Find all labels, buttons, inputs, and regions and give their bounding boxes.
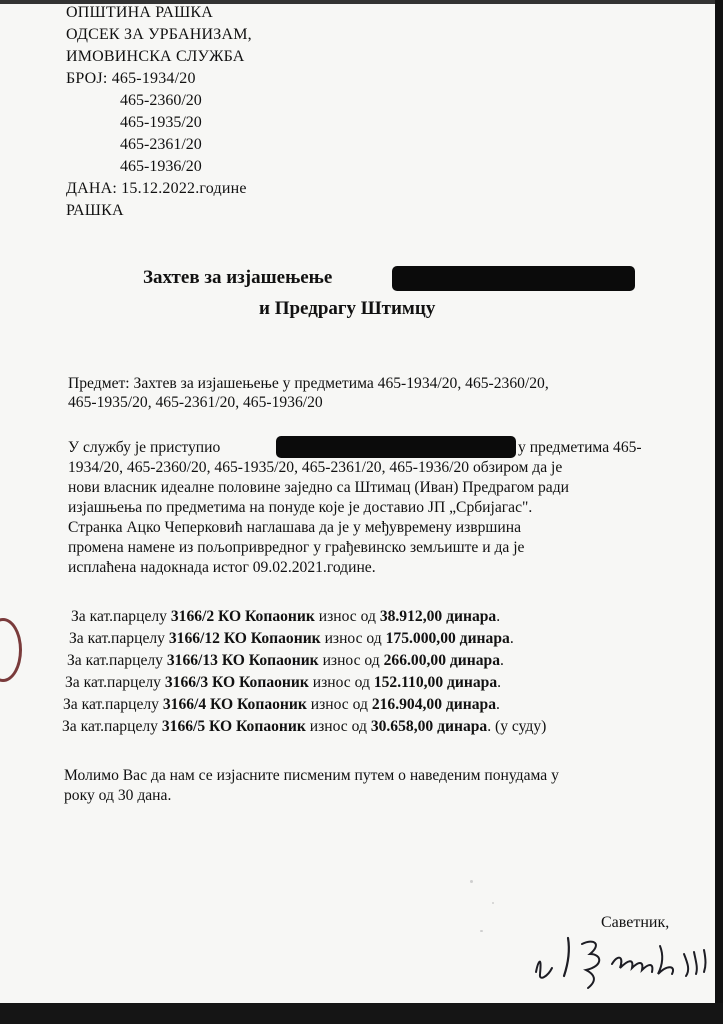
parcel-number: 3166/2 КО Копаоник xyxy=(170,608,315,625)
image-top-border xyxy=(0,0,723,4)
header-case-number-5: 465-1936/20 xyxy=(120,158,202,175)
header-case-number-3: 465-1935/20 xyxy=(120,114,202,131)
parcel-amount: 30.658,00 динара xyxy=(370,718,488,735)
signature-title: Саветник, xyxy=(601,914,670,931)
parcel-line: За кат.парцелу 3166/5 КО Копаоник износ од 30.658,00 динара. (у суду) xyxy=(62,718,547,735)
body-line6: промена намене из пољопривредног у грађевинско земљиште и да је xyxy=(68,539,525,556)
body-line4: изјашњења по предметима на понуде које је доставио ЈП „Србијагас". xyxy=(68,499,533,516)
body-line1-start: У службу је приступио xyxy=(68,439,221,456)
header-case-number-4: 465-2361/20 xyxy=(120,136,202,153)
header-place: РАШКА xyxy=(66,202,124,219)
subject-line1: Предмет: Захтев за изјашењење у предметима 465-1934/20, 465-2360/20, xyxy=(68,375,549,392)
closing-line2: року од 30 дана. xyxy=(64,787,172,804)
header-case-number-2: 465-2360/20 xyxy=(120,92,202,109)
header-municipality: ОПШТИНА РАШКА xyxy=(66,4,214,21)
parcel-number: 3166/5 КО Копаоник xyxy=(161,718,306,735)
parcel-amount: 216.904,00 динара xyxy=(371,696,497,713)
header-service: ИМОВИНСКА СЛУЖБА xyxy=(66,48,245,65)
parcel-line: За кат.парцелу 3166/3 КО Копаоник износ од 152.110,00 динара. xyxy=(65,674,502,691)
image-right-border xyxy=(715,0,723,1024)
document-title-line2: и Предрагу Штимцу xyxy=(259,298,436,319)
document-title-line1: Захтев за изјашењење xyxy=(143,267,333,288)
body-line3: нови власник идеалне половине заједно са Штимац (Иван) Предрагом ради xyxy=(68,479,569,496)
parcel-line: За кат.парцелу 3166/13 КО Копаоник износ од 266.00,00 динара. xyxy=(67,652,504,669)
parcel-line: За кат.парцелу 3166/2 КО Копаоник износ од 38.912,00 динара. xyxy=(71,608,501,625)
parcel-line: За кат.парцелу 3166/12 КО Копаоник износ од 175.000,00 динара. xyxy=(69,630,514,647)
parcel-number: 3166/12 КО Копаоник xyxy=(168,630,321,647)
paper-speck xyxy=(470,880,473,883)
redaction-bar-body xyxy=(276,436,516,458)
body-line2: 1934/20, 465-2360/20, 465-1935/20, 465-2361/20, 465-1936/20 обзиром да је xyxy=(68,459,563,476)
parcel-number: 3166/3 КО Копаоник xyxy=(164,674,309,691)
body-line1-end: у предметима 465- xyxy=(518,439,642,456)
subject-line2: 465-1935/20, 465-2361/20, 465-1936/20 xyxy=(68,394,323,411)
header-date: ДАНА: 15.12.2022.године xyxy=(66,180,247,197)
closing-line1: Молимо Вас да нам се изјасните писменим путем о наведеним понудама у xyxy=(64,767,559,784)
stamp-fragment-icon xyxy=(0,618,22,682)
image-bottom-border xyxy=(0,1003,723,1024)
body-line5: Странка Ацко Чеперковић наглашава да је у међувремену извршина xyxy=(68,519,522,536)
body-line7: исплаћена надокнада истог 09.02.2021.године. xyxy=(68,559,376,576)
paper-speck xyxy=(492,902,494,904)
parcel-amount: 38.912,00 динара xyxy=(379,608,497,625)
parcel-number: 3166/13 КО Копаоник xyxy=(166,652,319,669)
parcel-line: За кат.парцелу 3166/4 КО Копаоник износ од 216.904,00 динара. xyxy=(63,696,500,713)
parcel-number: 3166/4 КО Копаоник xyxy=(162,696,307,713)
parcel-amount: 175.000,00 динара xyxy=(385,630,510,647)
parcel-amount: 266.00,00 динара xyxy=(383,652,501,669)
parcel-amount: 152.110,00 динара xyxy=(373,674,498,691)
handwritten-signature-icon xyxy=(528,924,713,994)
header-department: ОДСЕК ЗА УРБАНИЗАМ, xyxy=(66,26,252,43)
header-case-number: БРОЈ: 465-1934/20 xyxy=(66,70,196,87)
redaction-bar-title xyxy=(392,266,635,291)
paper-speck xyxy=(480,930,483,932)
